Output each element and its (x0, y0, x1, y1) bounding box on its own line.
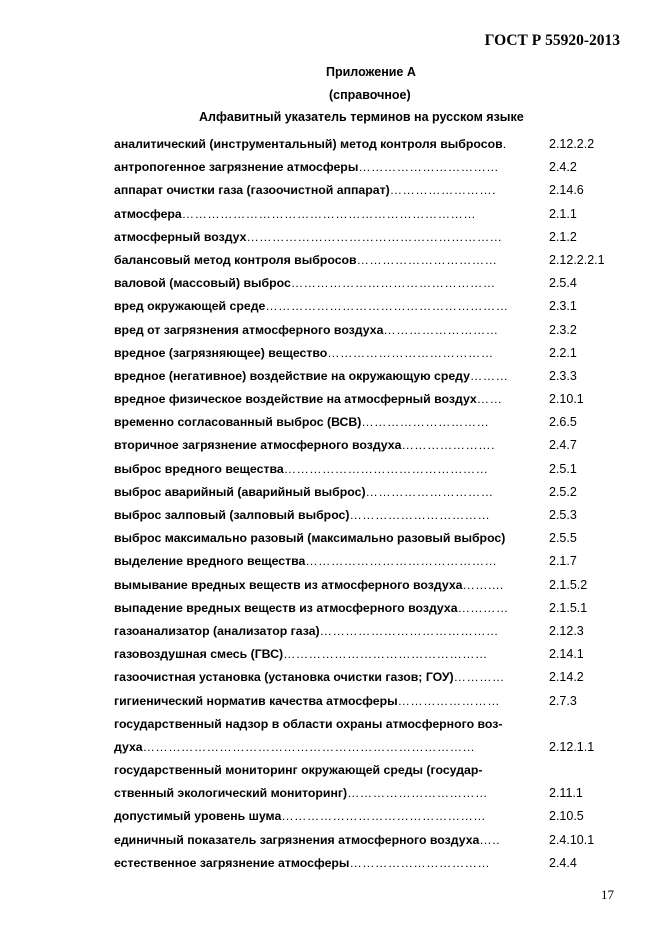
dot-leader: …………………………………………………………… (181, 206, 477, 221)
dot-leader: …………………………… (356, 252, 498, 267)
index-term: балансовый метод контроля выбросов (114, 252, 357, 267)
index-code: 2.3.1 (549, 299, 577, 314)
index-term-line (114, 690, 542, 713)
index-term-line (114, 829, 542, 852)
index-code: 2.4.2 (549, 160, 577, 175)
index-term: выброс аварийный (аварийный выброс) (114, 484, 366, 499)
index-term: духа (114, 739, 143, 754)
dot-leader: ………………………………………… (283, 461, 489, 476)
dot-leader: …… (476, 392, 503, 407)
dot-leader: ………………………………………… (283, 647, 488, 662)
index-term-line (114, 713, 542, 736)
index-code: 2.12.2.2 (549, 137, 595, 151)
index-term-line (114, 179, 542, 202)
index-term: газоочистная установка (установка очистки газов; ГОУ) (114, 670, 454, 685)
index-term: вред от загрязнения атмосферного воздуха (114, 322, 384, 337)
index-entry (114, 156, 614, 179)
index-entry (114, 736, 614, 759)
index-code: 2.14.2 (549, 670, 584, 685)
dot-leader: …………………………… (349, 508, 491, 522)
dot-leader: …………………………………………………… (246, 229, 503, 244)
index-entry (114, 782, 614, 805)
index-term-line (114, 666, 542, 689)
index-code: 2.14.1 (549, 647, 584, 662)
dot-leader: ………… (453, 670, 505, 685)
index-entry (114, 713, 614, 736)
index-term-line (114, 388, 542, 411)
index-term: вредное (негативное) воздействие на окружающую среду (114, 368, 470, 383)
appendix-label: Приложение А (326, 65, 416, 79)
index-term-line (114, 527, 542, 550)
index-entry (114, 504, 614, 527)
index-entry (114, 319, 614, 342)
index-entry (114, 759, 614, 782)
index-term-line (114, 643, 542, 666)
index-code: 2.11.1 (549, 786, 583, 801)
dot-leader: …………………… (397, 693, 500, 708)
appendix-type: (справочное) (329, 88, 411, 102)
index-term: вредное физическое воздействие на атмосферный воздух (114, 392, 477, 407)
index-term-line (114, 458, 542, 481)
index-term: гигиенический норматив качества атмосферы (114, 693, 398, 708)
index-code: 2.12.1.1 (549, 739, 595, 754)
dot-leader: …………………. (401, 438, 495, 453)
index-term-line (114, 782, 542, 805)
dot-leader: …….... (462, 577, 504, 592)
index-term-line (114, 805, 542, 828)
page-number: 17 (601, 887, 614, 902)
index-entry (114, 434, 614, 457)
index-entry (114, 643, 614, 666)
index-code: 2.5.1 (549, 461, 577, 476)
index-term: атмосфера (114, 206, 182, 221)
index-term: временно согласованный выброс (ВСВ) (114, 415, 362, 430)
index-entry (114, 597, 614, 620)
index-term: государственный мониторинг окружающей среды (государ- (114, 763, 483, 778)
index-code: 2.4.10.1 (549, 832, 595, 847)
index-term: вредное (загрязняющее) вещество (114, 345, 328, 360)
term-index-list (114, 133, 614, 875)
index-code: 2.4.7 (549, 438, 577, 453)
dot-leader: ………………………………………… (290, 276, 496, 291)
dot-leader: …………………………… (347, 786, 488, 801)
index-entry (114, 342, 614, 365)
index-term: естественное загрязнение атмосферы (114, 855, 350, 870)
index-code: 2.5.2 (549, 484, 577, 499)
dot-leader: ……………………………………… (305, 554, 498, 569)
index-code: 2.4.4 (549, 855, 577, 870)
index-term: вымывание вредных веществ из атмосферного воздуха (114, 577, 463, 592)
index-entry (114, 620, 614, 643)
index-entry (114, 666, 614, 689)
index-code: 2.3.2 (549, 322, 577, 337)
index-code: 2.10.1 (549, 392, 584, 407)
index-term: газовоздушная смесь (ГВС) (114, 647, 284, 662)
index-term-line (114, 481, 542, 504)
index-term: аналитический (инструментальный) метод контроля выбросов (114, 137, 503, 151)
index-term: ственный экологический мониторинг) (114, 786, 348, 801)
index-code: 2.1.2 (549, 229, 577, 244)
dot-leader: ………………………………… (327, 345, 494, 360)
index-entry (114, 411, 614, 434)
index-term-line (114, 620, 542, 643)
index-term: вред окружающей среде (114, 299, 266, 314)
index-code: 2.14.6 (549, 183, 584, 198)
index-entry (114, 527, 614, 550)
dot-leader: . (502, 137, 507, 151)
index-term-line (114, 203, 542, 226)
index-entry (114, 133, 614, 156)
index-term-line (114, 295, 542, 318)
dot-leader: ………… (457, 600, 509, 615)
dot-leader: ………………………………………………… (265, 299, 509, 314)
index-term: атмосферный воздух (114, 229, 247, 244)
index-term: выброс максимально разовый (максимально разовый выброс) (114, 531, 506, 546)
index-entry (114, 249, 614, 272)
index-entry (114, 481, 614, 504)
dot-leader: ………………………… (365, 484, 494, 499)
index-term-line (114, 736, 542, 759)
standard-number: ГОСТ Р 55920-2013 (484, 32, 620, 49)
index-code: 2.1.1 (549, 206, 577, 221)
dot-leader: ……… (469, 368, 509, 383)
index-term-line (114, 574, 542, 597)
index-entry (114, 179, 614, 202)
index-entry (114, 852, 614, 875)
index-term-line (114, 156, 542, 179)
index-term: единичный показатель загрязнения атмосферного воздуха (114, 832, 480, 847)
dot-leader: …………………………… (349, 855, 491, 870)
index-term: антропогенное загрязнение атмосферы (114, 160, 359, 175)
index-entry (114, 295, 614, 318)
index-term-line (114, 133, 542, 156)
index-code: 2.1.5.1 (549, 600, 588, 615)
index-term: выпадение вредных веществ из атмосферного воздуха (114, 600, 458, 615)
index-code: 2.6.5 (549, 415, 577, 430)
index-entry (114, 690, 614, 713)
index-entry (114, 226, 614, 249)
index-entry (114, 365, 614, 388)
index-term-line (114, 759, 542, 782)
index-term: валовой (массовый) выброс (114, 276, 291, 291)
index-term-line (114, 249, 542, 272)
index-term: выделение вредного вещества (114, 554, 306, 569)
dot-leader: ….. (479, 832, 501, 847)
index-term-line (114, 365, 542, 388)
index-term-line (114, 272, 542, 295)
index-term-line (114, 434, 542, 457)
index-code: 2.5.4 (549, 276, 577, 291)
index-code: 2.7.3 (549, 693, 577, 708)
index-term-line (114, 597, 542, 620)
index-entry (114, 203, 614, 226)
index-entry (114, 458, 614, 481)
index-term-line (114, 852, 542, 875)
index-code: 2.3.3 (549, 368, 577, 383)
index-code: 2.5.5 (549, 531, 577, 546)
index-code: 2.1.5.2 (549, 577, 588, 592)
index-term-line (114, 226, 542, 249)
index-term: выброс залповый (залповый выброс) (114, 508, 350, 522)
index-code: 2.1.7 (549, 554, 577, 569)
index-code: 2.5.3 (549, 508, 577, 522)
dot-leader: …………………………………… (319, 623, 499, 638)
index-term: государственный надзор в области охраны атмосферного воз- (114, 716, 503, 731)
index-title: Алфавитный указатель терминов на русском языке (199, 110, 524, 124)
dot-leader: ……………………… (383, 322, 499, 337)
index-entry (114, 388, 614, 411)
index-term-line (114, 550, 542, 573)
index-term: вторичное загрязнение атмосферного воздуха (114, 438, 402, 453)
dot-leader: …………………………………………………………………… (142, 739, 476, 754)
dot-leader: ………………………… (361, 415, 490, 430)
dot-leader: ……………………. (389, 183, 497, 198)
index-term: выброс вредного вещества (114, 461, 284, 476)
index-term-line (114, 342, 542, 365)
index-entry (114, 272, 614, 295)
index-term-line (114, 504, 542, 527)
index-term-line (114, 319, 542, 342)
index-code: 2.10.5 (549, 809, 584, 824)
index-entry (114, 805, 614, 828)
index-entry (114, 829, 614, 852)
index-term-line (114, 411, 542, 434)
index-term: газоанализатор (анализатор газа) (114, 623, 320, 638)
index-code: 2.12.2.2.1 (549, 252, 605, 267)
index-entry (114, 574, 614, 597)
index-code: 2.2.1 (549, 345, 577, 360)
index-term: допустимый уровень шума (114, 809, 282, 824)
index-code: 2.12.3 (549, 623, 584, 638)
dot-leader: ………………………………………… (281, 809, 487, 824)
index-entry (114, 550, 614, 573)
index-term: аппарат очистки газа (газоочистной аппарат) (114, 183, 390, 198)
dot-leader: …………………………… (358, 160, 500, 175)
